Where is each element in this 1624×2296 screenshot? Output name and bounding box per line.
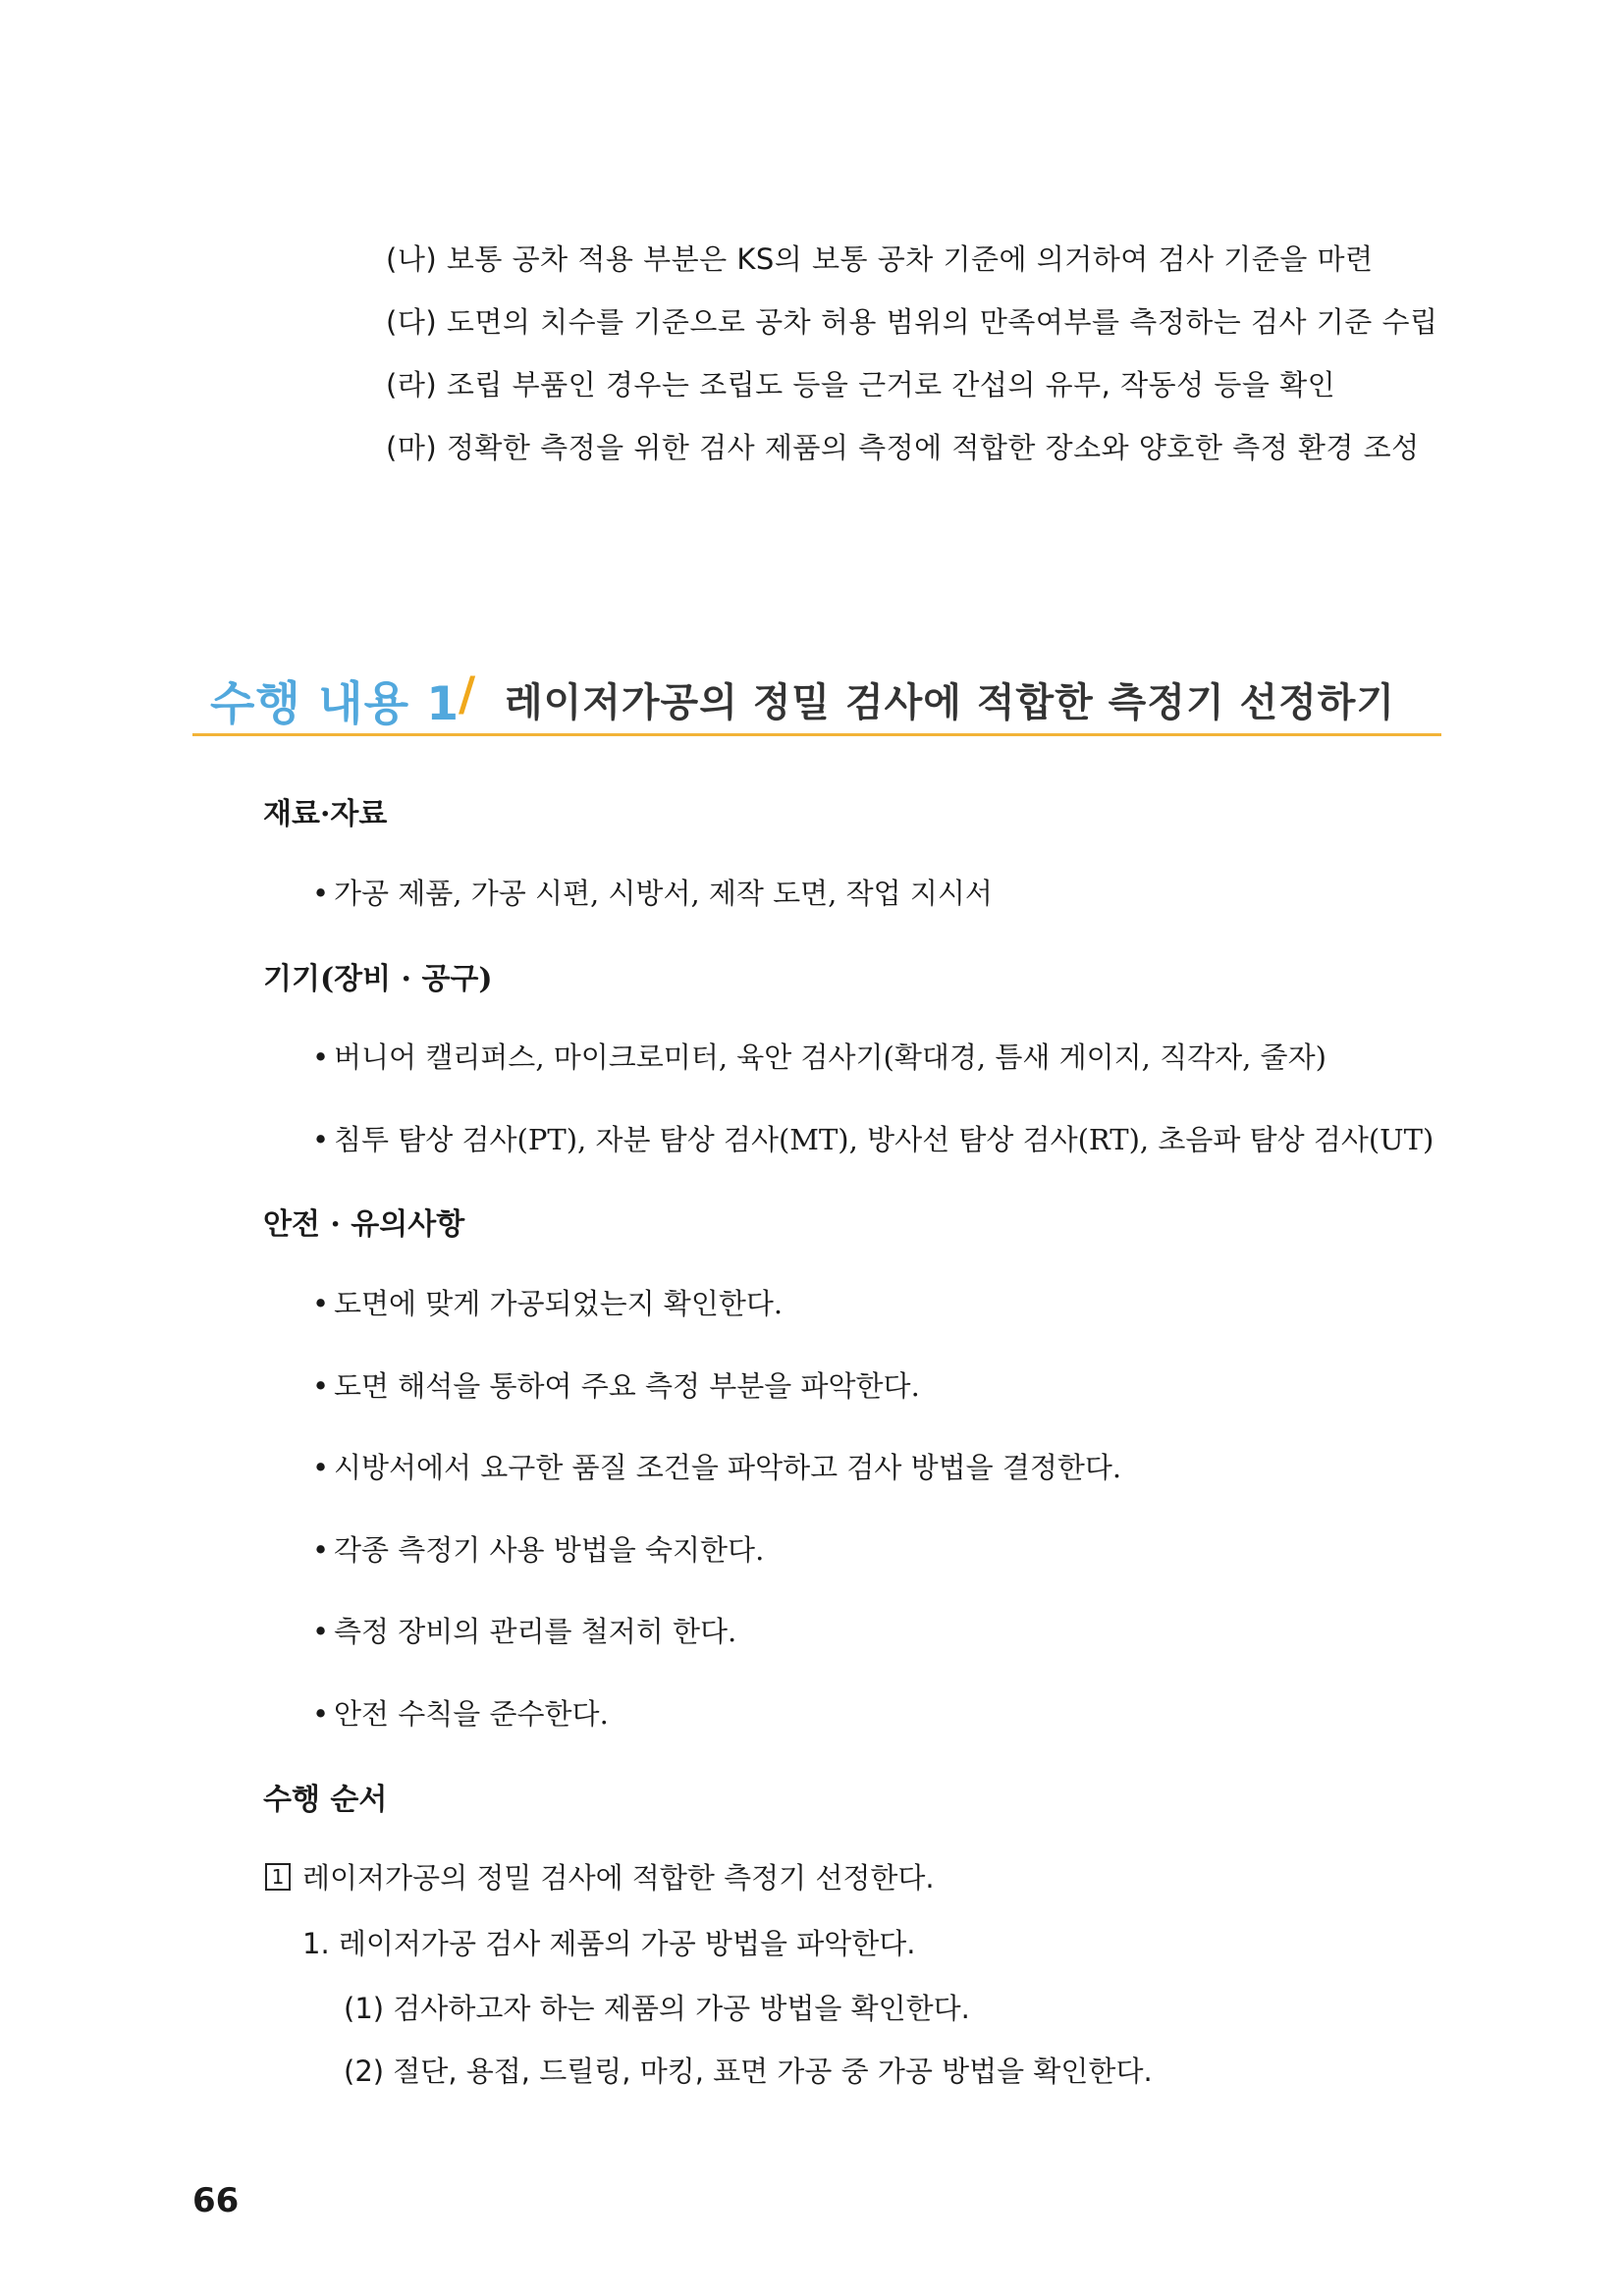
materials-item: • 가공 제품, 가공 시편, 시방서, 제작 도면, 작업 지시서 — [312, 877, 993, 910]
list-item-na: (나) 보통 공차 적용 부분은 KS의 보통 공차 기준에 의거하여 검사 기준을 마련 — [386, 242, 1374, 276]
safety-item: • 도면에 맞게 가공되었는지 확인한다. — [312, 1287, 784, 1320]
bullet-icon: • — [312, 1451, 330, 1484]
safety-item: • 도면 해석을 통하여 주요 측정 부분을 파악한다. — [312, 1369, 920, 1403]
bullet-icon: • — [312, 877, 330, 910]
equipment-item: • 침투 탐상 검사(PT), 자분 탐상 검사(MT), 방사선 탐상 검사(RT), 초음파 탐상 검사(UT) — [312, 1123, 1435, 1156]
procedure-step: 1. 레이저가공 검사 제품의 가공 방법을 파악한다. — [302, 1927, 916, 1960]
section-title: 레이저가공의 정밀 검사에 적합한 측정기 선정하기 — [505, 680, 1396, 725]
procedure-substep: (2) 절단, 용접, 드릴링, 마킹, 표면 가공 중 가공 방법을 확인한다. — [344, 2055, 1153, 2088]
section-slash: / — [459, 667, 476, 721]
procedure-substep: (1) 검사하고자 하는 제품의 가공 방법을 확인한다. — [344, 1992, 970, 2025]
safety-item: • 안전 수칙을 준수한다. — [312, 1697, 609, 1731]
section-number: 수행 내용 1 — [210, 677, 460, 731]
list-item-ma: (마) 정확한 측정을 위한 검사 제품의 측정에 적합한 장소와 양호한 측정 환경 조성 — [386, 431, 1420, 464]
bullet-icon: • — [312, 1533, 330, 1567]
procedure-heading: 수행 순서 — [263, 1783, 388, 1817]
bullet-icon: • — [312, 1615, 330, 1648]
list-item-ra: (라) 조립 부품인 경우는 조립도 등을 근거로 간섭의 유무, 작동성 등을 확인 — [386, 368, 1336, 401]
safety-heading: 안전 · 유의사항 — [263, 1207, 465, 1242]
safety-item: • 시방서에서 요구한 품질 조건을 파악하고 검사 방법을 결정한다. — [312, 1451, 1122, 1484]
bullet-icon: • — [312, 1697, 330, 1731]
page-number: 66 — [192, 2181, 240, 2220]
bullet-icon: • — [312, 1123, 330, 1156]
equipment-heading: 기기(장비 · 공구) — [263, 962, 493, 996]
bullet-icon: • — [312, 1369, 330, 1403]
safety-item: • 측정 장비의 관리를 철저히 한다. — [312, 1615, 737, 1648]
section-divider — [192, 733, 1441, 736]
safety-item: • 각종 측정기 사용 방법을 숙지한다. — [312, 1533, 765, 1567]
list-item-da: (다) 도면의 치수를 기준으로 공차 허용 범위의 만족여부를 측정하는 검사 기준 수립 — [386, 305, 1438, 339]
boxed-number: 1 — [265, 1863, 291, 1891]
bullet-icon: • — [312, 1041, 330, 1074]
equipment-item: • 버니어 캘리퍼스, 마이크로미터, 육안 검사기(확대경, 틈새 게이지, 직각자, 줄자) — [312, 1041, 1326, 1074]
bullet-icon: • — [312, 1287, 330, 1320]
materials-heading: 재료·자료 — [263, 797, 388, 831]
procedure-main: 1 레이저가공의 정밀 검사에 적합한 측정기 선정한다. — [265, 1856, 935, 1896]
